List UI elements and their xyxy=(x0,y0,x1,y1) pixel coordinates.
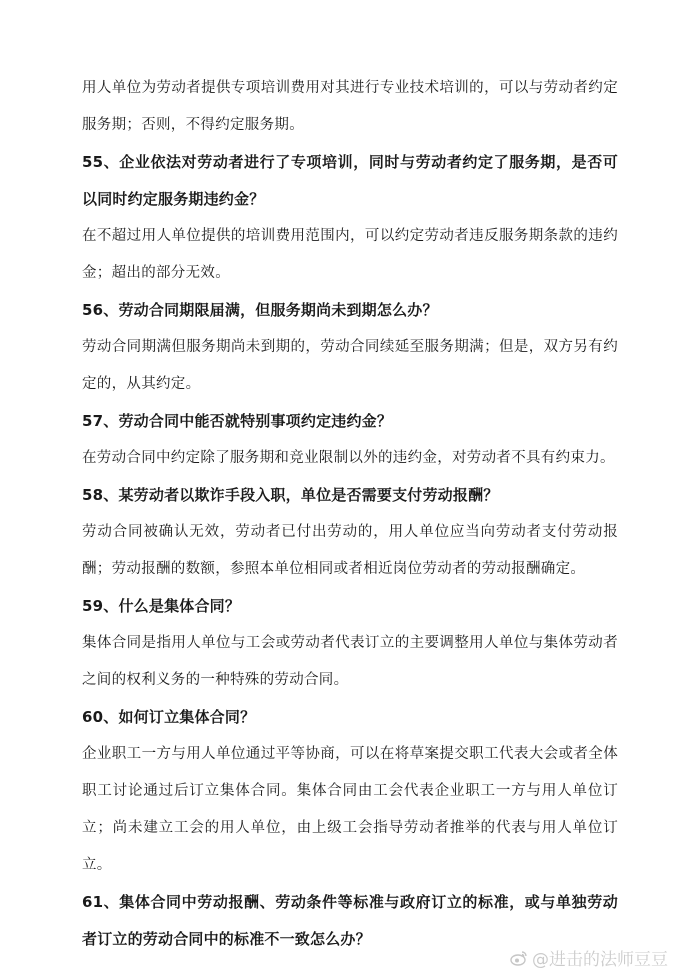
document-body xyxy=(82,70,618,958)
question-59: 59、什么是集体合同？ xyxy=(82,597,241,615)
question-56: 56、劳动合同期限届满，但服务期尚未到期怎么办？ xyxy=(82,301,438,319)
answer-58: 劳动合同被确认无效，劳动者已付出劳动的，用人单位应当向劳动者支付劳动报酬；劳动报酬的数额，参照本单位相同或者相近岗位劳动者的劳动报酬确定。 xyxy=(82,524,618,577)
question-55: 55、企业依法对劳动者进行了专项培训，同时与劳动者约定了服务期，是否可以同时约定服务期违约金？ xyxy=(82,153,618,208)
question-60: 60、如何订立集体合同？ xyxy=(82,708,256,726)
watermark xyxy=(510,945,668,970)
question-61: 61、集体合同中劳动报酬、劳动条件等标准与政府订立的标准，或与单独劳动者订立的劳动合同中的标准不一致怎么办？ xyxy=(82,893,618,948)
weibo-icon xyxy=(510,950,528,966)
answer-54: 用人单位为劳动者提供专项培训费用对其进行专业技术培训的，可以与劳动者约定服务期；否则，不得约定服务期。 xyxy=(82,80,618,133)
answer-59: 集体合同是指用人单位与工会或劳动者代表订立的主要调整用人单位与集体劳动者之间的权利义务的一种特殊的劳动合同。 xyxy=(82,635,618,688)
answer-55: 在不超过用人单位提供的培训费用范围内，可以约定劳动者违反服务期条款的违约金；超出的部分无效。 xyxy=(82,228,618,281)
answer-57: 在劳动合同中约定除了服务期和竞业限制以外的违约金，对劳动者不具有约束力。 xyxy=(82,450,615,466)
answer-60: 企业职工一方与用人单位通过平等协商，可以在将草案提交职工代表大会或者全体职工讨论通过后订立集体合同。集体合同由工会代表企业职工一方与用人单位订立；尚未建立工会的用人单位，由上级工会指导劳动者推举的代表与用人单位订立。 xyxy=(82,746,618,873)
answer-56: 劳动合同期满但服务期尚未到期的，劳动合同续延至服务期满；但是，双方另有约定的，从其约定。 xyxy=(82,339,618,392)
question-58: 58、某劳动者以欺诈手段入职，单位是否需要支付劳动报酬？ xyxy=(82,486,499,504)
question-57: 57、劳动合同中能否就特别事项约定违约金？ xyxy=(82,412,393,430)
watermark-text: @进击的法师豆豆 xyxy=(532,950,668,970)
